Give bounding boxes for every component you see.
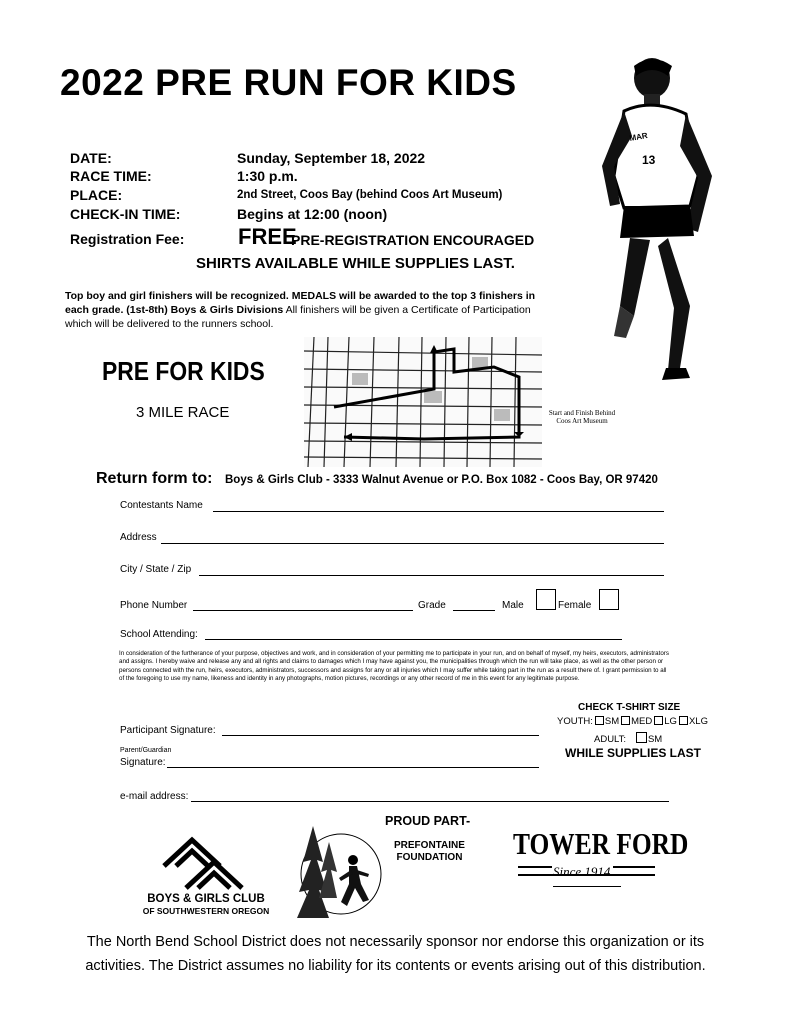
tshirt-heading: CHECK T-SHIRT SIZE [578, 702, 681, 713]
return-label: Return form to: [96, 470, 213, 487]
youth-sm-checkbox[interactable] [595, 716, 604, 725]
bgc-name: BOYS & GIRLS CLUB [147, 893, 265, 905]
fee-label: Registration Fee: [70, 231, 185, 247]
youth-sizes [557, 716, 708, 727]
phone-field[interactable] [193, 610, 413, 611]
male-checkbox[interactable] [536, 589, 556, 610]
participant-signature-label: Participant Signature: [120, 725, 216, 736]
place-value: 2nd Street, Coos Bay (behind Coos Art Museum) [237, 189, 503, 201]
svg-text:MAR: MAR [628, 130, 649, 143]
tower-ford-rule-left [518, 866, 552, 868]
district-disclaimer [20, 930, 771, 978]
map-caption-line-1: Start and Finish Behind [548, 409, 616, 417]
prefontaine-logo-icon [291, 822, 387, 920]
checkin-label: CHECK-IN TIME: [70, 206, 181, 222]
male-label: Male [502, 600, 524, 611]
tower-ford-logo-text: TOWER FORD [513, 826, 689, 861]
contestant-name-field[interactable] [213, 511, 664, 512]
female-label: Female [558, 600, 592, 611]
svg-text:13: 13 [642, 153, 656, 167]
race-time-label: RACE TIME: [70, 168, 152, 184]
parent-signature-label: Signature: [120, 757, 166, 768]
boys-girls-club-logo-icon [158, 836, 248, 892]
bgc-sub: OF SOUTHWESTERN OREGON [142, 906, 270, 916]
youth-lg-checkbox[interactable] [654, 716, 663, 725]
tower-ford-rule-bottom [553, 886, 621, 887]
map-caption-line-2: Coos Art Museum [556, 417, 608, 425]
race-name: PRE FOR KIDS [102, 356, 265, 386]
tower-ford-rule-right [613, 866, 655, 868]
city-state-zip-label: City / State / Zip [120, 564, 192, 575]
recognition-bold: Top boy and girl finishers will be recognized. MEDALS will be awarded to the top 3 finishers in each grade. (1st-8th) Boys & Girls Divisions [65, 290, 536, 316]
address-label: Address [120, 532, 157, 543]
youth-xlg-checkbox[interactable] [679, 716, 688, 725]
map-caption [542, 409, 622, 425]
contestant-name-label: Contestants Name [120, 500, 203, 511]
youth-sm-label: SM [604, 716, 620, 727]
youth-med-checkbox[interactable] [621, 716, 630, 725]
route-map-image [304, 337, 542, 467]
fee-free: FREE [238, 224, 297, 249]
recognition-normal: All finishers will be given a Certificate of Participation which will be delivered to the runners school. [65, 304, 531, 330]
prefontaine-line-1: PREFONTAINE [394, 840, 465, 851]
youth-med-label: MED [631, 716, 653, 727]
grade-label: Grade [418, 600, 446, 611]
email-label: e-mail address: [120, 791, 189, 802]
school-field[interactable] [205, 639, 622, 640]
legal-waiver-text: In consideration of the furtherance of your purpose, objectives and work, and in consideration of your permitting me to participate in your run, and on behalf of myself, my heirs, executors, administrators and assigns. I hereby waive and release any and all rights and claims to damages which I may have against you, the municipalities through which the run will take place, as well as the other person or persons connected with the run, heirs, executors, administrators, successors and assigns for any or all injuries which I may suffer while taking part in the run as a result there of. I grant permission to all of the foregoing to use my name, likeness and identity in any photographs, motion pictures, recordings or any other record of me in this event for any legitimate purpose. [119, 650, 669, 682]
youth-xlg-label: XLG [688, 716, 708, 727]
fee-note: PRE-REGISTRATION ENCOURAGED [291, 232, 535, 248]
prefontaine-line-2: FOUNDATION [396, 852, 463, 863]
race-distance: 3 MILE RACE [136, 404, 230, 421]
recognition-text [65, 289, 555, 331]
adult-label: ADULT: [594, 734, 627, 745]
runner-photo [594, 56, 720, 396]
return-address: Boys & Girls Club - 3333 Walnut Avenue or P.O. Box 1082 - Coos Bay, OR 97420 [225, 474, 658, 486]
boys-girls-club-name [134, 893, 278, 917]
school-label: School Attending: [120, 629, 198, 640]
parent-guardian-label: Parent/Guardian [120, 747, 172, 754]
parent-signature-field[interactable] [167, 767, 539, 768]
email-field[interactable] [191, 801, 669, 802]
youth-label: YOUTH: [557, 716, 593, 727]
disclaimer-line-2: activities. The District assumes no liability for its contents or events arising out of this distribution. [85, 958, 706, 974]
date-label: DATE: [70, 150, 112, 166]
tower-ford-rule-mid [518, 874, 655, 876]
grade-field[interactable] [453, 610, 495, 611]
supplies-note: WHILE SUPPLIES LAST [565, 746, 702, 760]
page-title: 2022 PRE RUN FOR KIDS [60, 62, 517, 103]
proud-part-text: PROUD PART- [385, 814, 471, 828]
disclaimer-line-1: The North Bend School District does not necessarily sponsor nor endorse this organization or its [86, 934, 705, 950]
prefontaine-foundation-text [394, 840, 465, 864]
shirts-note: SHIRTS AVAILABLE WHILE SUPPLIES LAST. [196, 255, 515, 272]
female-checkbox[interactable] [599, 589, 619, 610]
participant-signature-field[interactable] [222, 735, 539, 736]
date-value: Sunday, September 18, 2022 [237, 150, 426, 166]
adult-sm-label: SM [647, 734, 663, 745]
race-time-value: 1:30 p.m. [237, 168, 298, 184]
youth-lg-label: LG [664, 716, 677, 727]
adult-sm-checkbox[interactable] [636, 732, 647, 743]
adult-sizes [594, 732, 662, 745]
checkin-value: Begins at 12:00 (noon) [237, 206, 388, 222]
tower-ford-since: Since 1914 [553, 864, 611, 879]
city-state-zip-field[interactable] [199, 575, 664, 576]
phone-label: Phone Number [120, 600, 188, 611]
address-field[interactable] [161, 543, 664, 544]
place-label: PLACE: [70, 187, 123, 203]
